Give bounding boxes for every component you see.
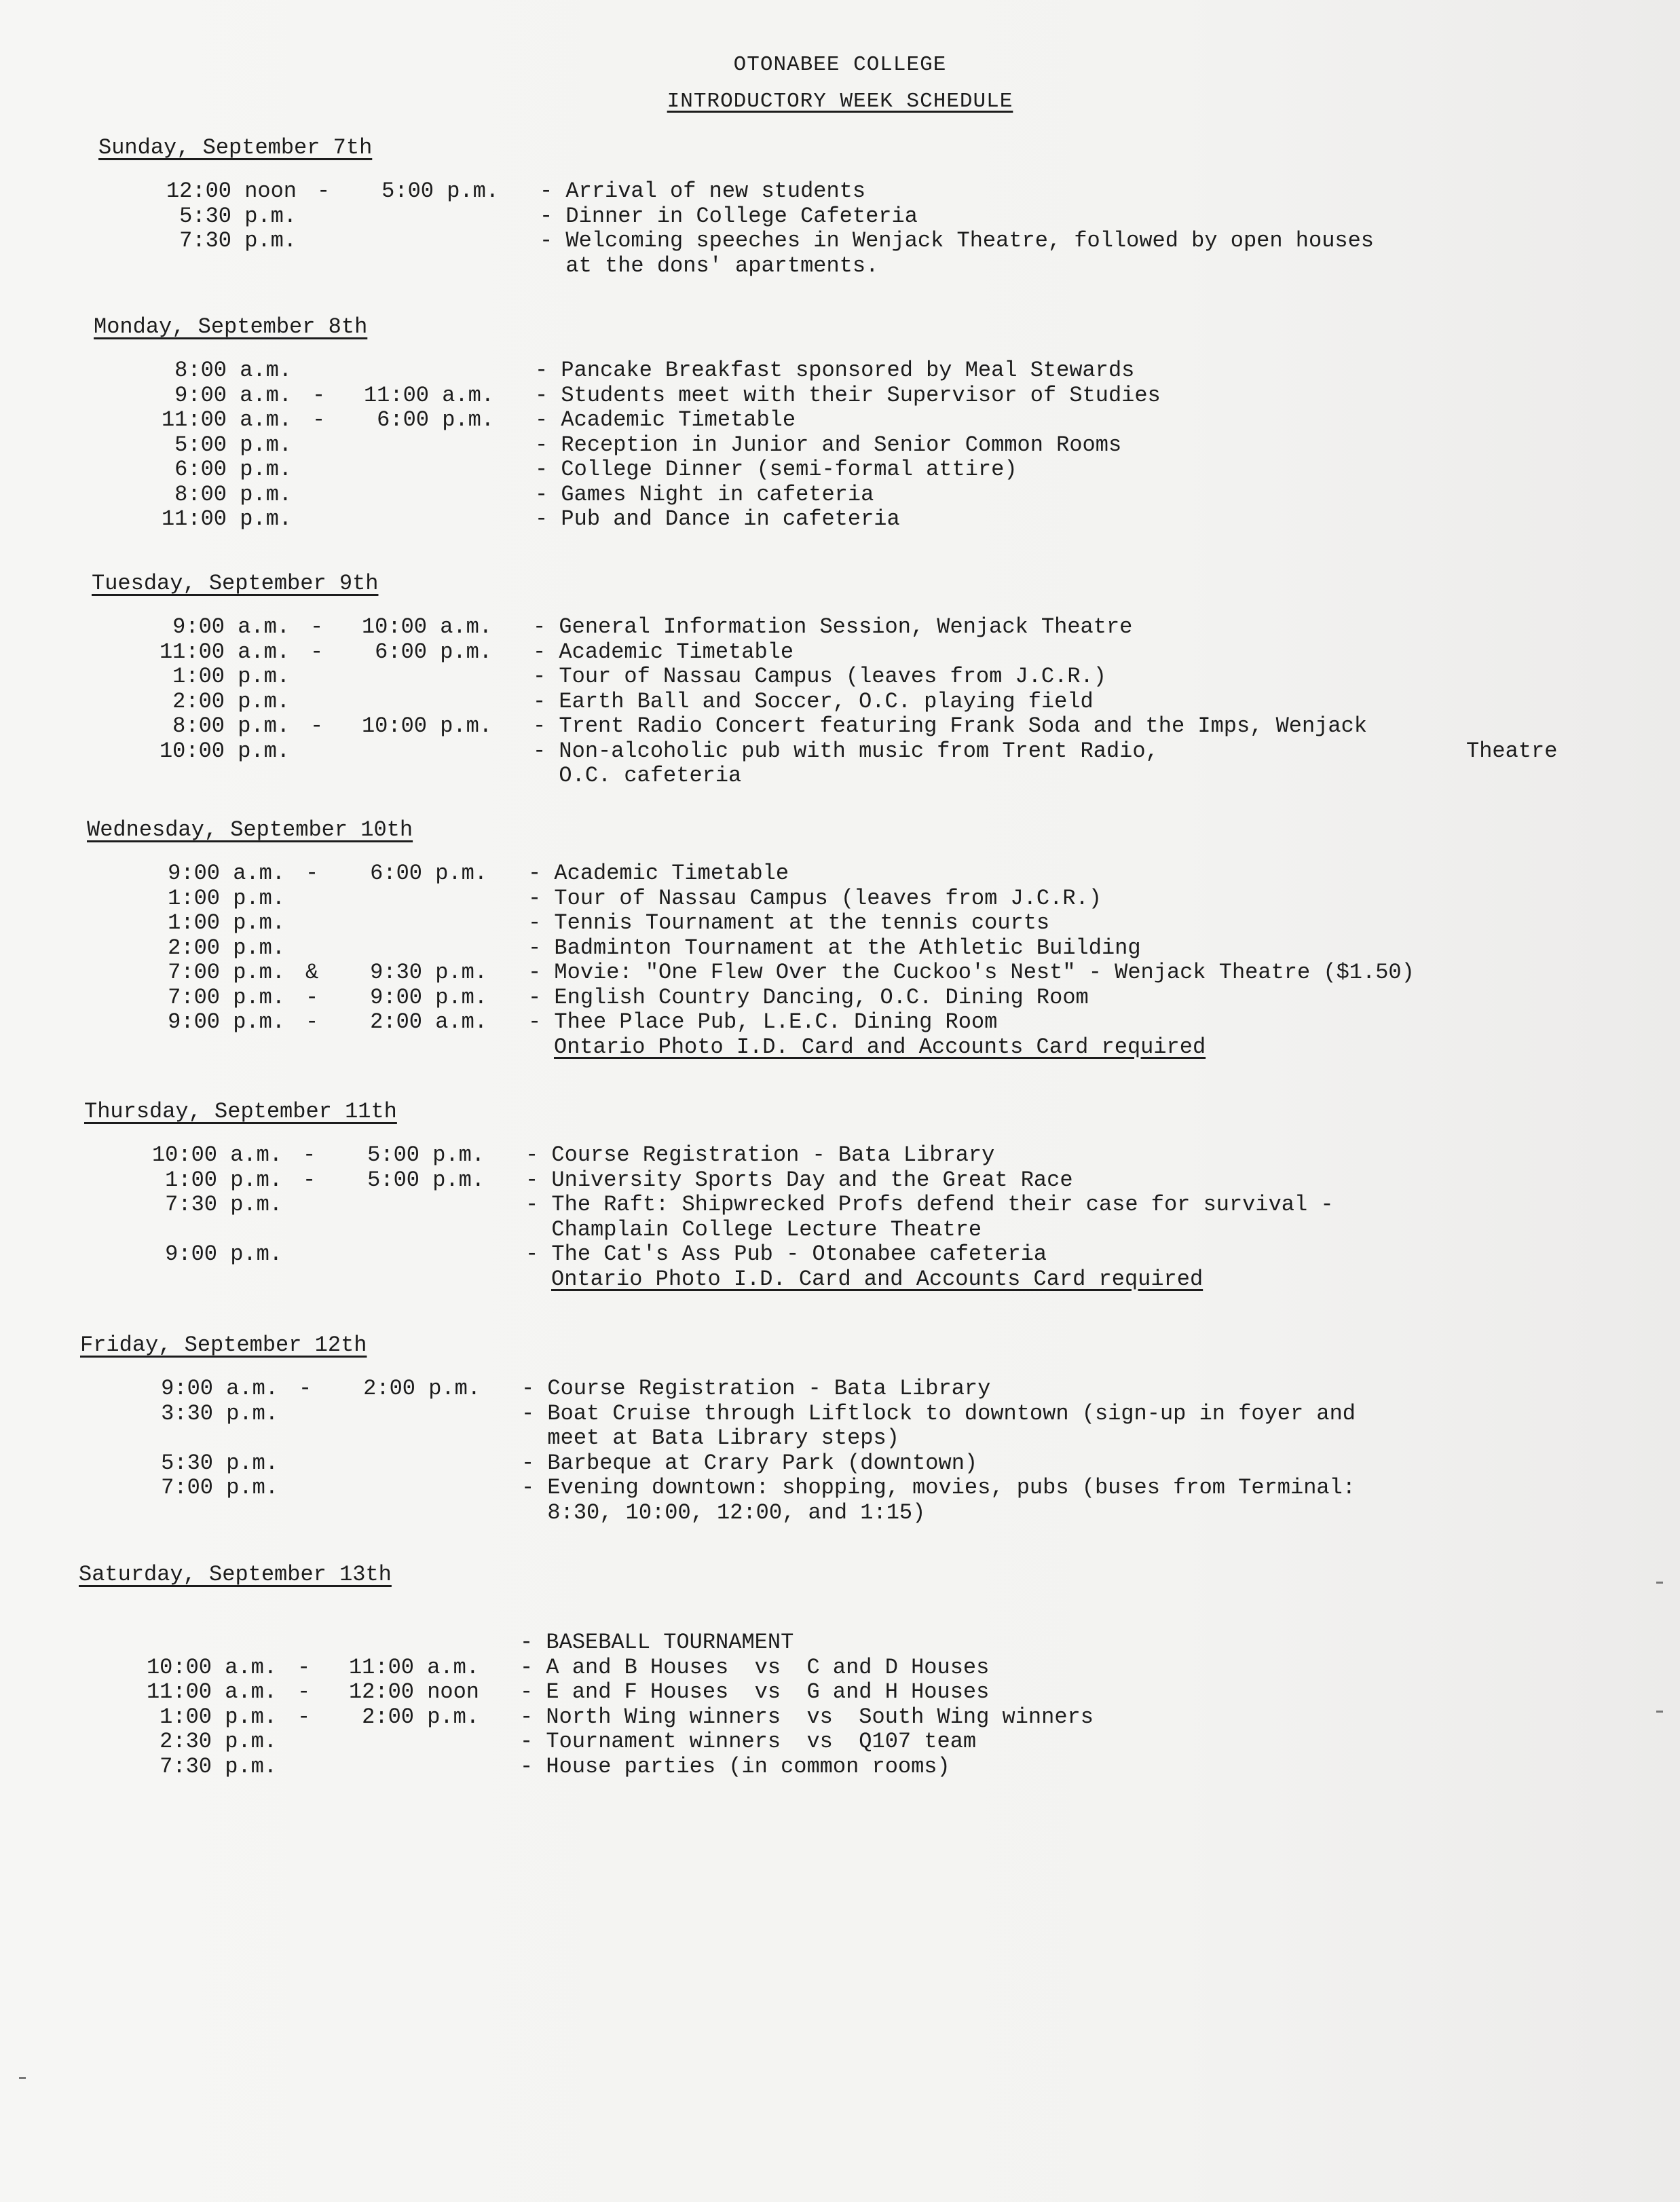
- time-separator: -: [297, 1679, 311, 1704]
- event-description: - Evening downtown: shopping, movies, pubs (buses from Terminal:: [521, 1475, 1356, 1500]
- schedule-entry: [87, 887, 1580, 912]
- schedule-entry: [98, 179, 1592, 204]
- schedule-entry: [87, 936, 1580, 961]
- event-description: - Students meet with their Supervisor of Studies: [535, 382, 1161, 408]
- schedule-entry: [84, 1143, 1578, 1168]
- start-time: 9:00 p.m.: [165, 1242, 282, 1267]
- schedule-entry: [79, 1656, 1572, 1681]
- event-description: - House parties (in common rooms): [520, 1753, 950, 1779]
- event-description: - Games Night in cafeteria: [535, 481, 874, 507]
- end-time: 11:00 a.m.: [348, 1654, 479, 1680]
- event-description: - Tennis Tournament at the tennis courts: [528, 910, 1050, 935]
- event-description: - Thee Place Pub, L.E.C. Dining Room: [528, 1009, 998, 1034]
- schedule-entry: [98, 229, 1592, 278]
- time-separator: -: [297, 1704, 311, 1730]
- event-description: Champlain College Lecture Theatre: [525, 1216, 982, 1242]
- event-aside: Theatre: [1466, 738, 1558, 764]
- time-separator: -: [310, 713, 324, 739]
- event-description: - Course Registration - Bata Library: [521, 1376, 991, 1401]
- schedule-entry: [98, 204, 1592, 229]
- event-description: - English Country Dancing, O.C. Dining Room: [528, 984, 1089, 1010]
- schedule-entry: [92, 739, 1585, 789]
- time-separator: -: [310, 639, 324, 665]
- schedule-entry: [87, 861, 1580, 887]
- start-time: 9:00 a.m.: [174, 382, 292, 408]
- event-description: O.C. cafeteria: [533, 763, 742, 788]
- start-time: 1:00 p.m.: [172, 664, 290, 689]
- day-title: Wednesday, September 10th: [87, 817, 413, 842]
- start-time: 7:00 p.m.: [168, 984, 285, 1010]
- start-time: 11:00 p.m.: [161, 506, 292, 531]
- schedule-entry: [94, 358, 1587, 384]
- time-separator: -: [317, 179, 331, 204]
- start-time: 11:00 a.m.: [161, 407, 292, 432]
- schedule-entry: [80, 1451, 1573, 1476]
- schedule-entry: [79, 1730, 1572, 1755]
- end-time: 2:00 a.m.: [370, 1009, 487, 1034]
- event-description: - Badminton Tournament at the Athletic Building: [528, 935, 1141, 960]
- time-separator: -: [305, 1009, 319, 1034]
- day-title: Sunday, September 7th: [98, 135, 373, 160]
- day-title: Friday, September 12th: [80, 1332, 367, 1358]
- start-time: 3:30 p.m.: [161, 1400, 278, 1426]
- event-description: - The Cat's Ass Pub - Otonabee cafeteria: [525, 1242, 1047, 1267]
- event-description: - The Raft: Shipwrecked Profs defend their case for survival -: [525, 1192, 1334, 1217]
- event-description: - Arrival of new students: [540, 179, 866, 204]
- start-time: 10:00 a.m.: [146, 1654, 277, 1680]
- start-time: 10:00 a.m.: [151, 1142, 282, 1168]
- scan-mark: [1656, 1582, 1663, 1584]
- start-time: 1:00 p.m.: [168, 885, 285, 911]
- time-separator: -: [312, 407, 326, 432]
- day-title: Saturday, September 13th: [79, 1562, 392, 1587]
- day-section: [92, 570, 1585, 789]
- schedule-entry: [87, 911, 1580, 936]
- schedule-entry: [94, 483, 1587, 508]
- schedule-entry: [92, 714, 1585, 739]
- start-time: 7:30 p.m.: [160, 1753, 277, 1779]
- day-section: [94, 314, 1587, 532]
- time-separator: -: [305, 984, 319, 1010]
- event-description: - Academic Timetable: [533, 639, 794, 665]
- event-description: - Pancake Breakfast sponsored by Meal Stewards: [535, 358, 1135, 383]
- time-separator: -: [312, 382, 326, 408]
- event-description: - Barbeque at Crary Park (downtown): [521, 1450, 978, 1476]
- event-description: - Academic Timetable: [528, 861, 789, 886]
- start-time: 7:30 p.m.: [165, 1192, 282, 1217]
- schedule-entry: [84, 1168, 1578, 1193]
- start-time: 11:00 a.m.: [159, 639, 290, 665]
- event-description: - BASEBALL TOURNAMENT: [520, 1630, 794, 1655]
- start-time: 1:00 p.m.: [168, 910, 285, 935]
- event-description: - Boat Cruise through Liftlock to downtown (sign-up in foyer and: [521, 1400, 1356, 1426]
- start-time: 2:00 p.m.: [172, 688, 290, 714]
- event-description: - Tour of Nassau Campus (leaves from J.C.R.): [528, 885, 1102, 911]
- day-title: Thursday, September 11th: [84, 1099, 397, 1124]
- schedule-entry: [92, 665, 1585, 690]
- schedule-entry: [79, 1705, 1572, 1730]
- end-time: 10:00 a.m.: [361, 614, 492, 639]
- event-description: - Academic Timetable: [535, 407, 796, 432]
- end-time: 6:00 p.m.: [375, 639, 492, 665]
- start-time: 2:30 p.m.: [160, 1729, 277, 1754]
- schedule-title: INTRODUCTORY WEEK SCHEDULE: [667, 90, 1013, 113]
- start-time: 7:30 p.m.: [179, 228, 297, 253]
- scan-mark: [1656, 1711, 1663, 1713]
- day-section: [87, 817, 1580, 1060]
- time-separator: -: [305, 861, 319, 886]
- event-requirement-note: Ontario Photo I.D. Card and Accounts Card required: [554, 1034, 1206, 1060]
- event-description: - Course Registration - Bata Library: [525, 1142, 995, 1168]
- schedule-entry: [92, 640, 1585, 665]
- end-time: 9:00 p.m.: [370, 984, 487, 1010]
- start-time: 10:00 p.m.: [159, 738, 290, 764]
- event-description: meet at Bata Library steps): [521, 1425, 899, 1451]
- end-time: 5:00 p.m.: [381, 179, 499, 204]
- event-description: - Trent Radio Concert featuring Frank Soda and the Imps, Wenjack: [533, 713, 1367, 739]
- end-time: 5:00 p.m.: [367, 1167, 485, 1193]
- schedule-entry: [92, 615, 1585, 640]
- event-requirement-note: Ontario Photo I.D. Card and Accounts Card required: [551, 1266, 1203, 1292]
- schedule-entry: [87, 1010, 1580, 1060]
- start-time: 9:00 p.m.: [168, 1009, 285, 1034]
- schedule-entry: [87, 986, 1580, 1011]
- start-time: 12:00 noon: [166, 179, 297, 204]
- event-description: - University Sports Day and the Great Race: [525, 1167, 1073, 1193]
- college-name: OTONABEE COLLEGE: [733, 53, 947, 77]
- start-time: 8:00 p.m.: [172, 713, 290, 739]
- start-time: 1:00 p.m.: [165, 1167, 282, 1193]
- schedule-entry: [94, 433, 1587, 458]
- start-time: 8:00 a.m.: [174, 358, 292, 383]
- start-time: 2:00 p.m.: [168, 935, 285, 960]
- schedule-entry: [80, 1402, 1573, 1451]
- time-separator: -: [310, 614, 324, 639]
- start-time: 1:00 p.m.: [160, 1704, 277, 1730]
- day-section: [84, 1098, 1578, 1292]
- end-time: 6:00 p.m.: [370, 861, 487, 886]
- end-time: 11:00 a.m.: [363, 382, 494, 408]
- start-time: 5:30 p.m.: [161, 1450, 278, 1476]
- event-description: - General Information Session, Wenjack Theatre: [533, 614, 1133, 639]
- event-description: - Non-alcoholic pub with music from Trent Radio,: [533, 738, 1159, 764]
- day-section: [98, 134, 1592, 278]
- event-description: at the dons' apartments.: [540, 253, 879, 278]
- schedule-entry: [79, 1680, 1572, 1705]
- schedule-entry: [94, 507, 1587, 532]
- end-time: 6:00 p.m.: [377, 407, 494, 432]
- end-time: 2:00 p.m.: [362, 1704, 479, 1730]
- start-time: 7:00 p.m.: [168, 960, 285, 985]
- event-description: - Tour of Nassau Campus (leaves from J.C.R.): [533, 664, 1106, 689]
- event-description: - College Dinner (semi-formal attire): [535, 457, 1018, 482]
- schedule-entry: [94, 384, 1587, 409]
- schedule-entry: [84, 1242, 1578, 1292]
- time-separator: -: [299, 1376, 312, 1401]
- event-description: - A and B Houses vs C and D Houses: [520, 1654, 990, 1680]
- end-time: 9:30 p.m.: [370, 960, 487, 985]
- end-time: 10:00 p.m.: [361, 713, 492, 739]
- event-description: - E and F Houses vs G and H Houses: [520, 1679, 990, 1704]
- start-time: 11:00 a.m.: [146, 1679, 277, 1704]
- day-title: Monday, September 8th: [94, 314, 368, 339]
- time-separator: &: [305, 960, 319, 985]
- start-time: 5:00 p.m.: [174, 432, 292, 458]
- schedule-entry: [80, 1377, 1573, 1402]
- start-time: 7:00 p.m.: [161, 1475, 278, 1500]
- day-section: [80, 1332, 1573, 1525]
- event-description: 8:30, 10:00, 12:00, and 1:15): [521, 1499, 926, 1525]
- event-description: - Movie: "One Flew Over the Cuckoo's Nest" - Wenjack Theatre ($1.50): [528, 960, 1415, 985]
- schedule-entry: [80, 1476, 1573, 1525]
- end-time: 5:00 p.m.: [367, 1142, 485, 1168]
- event-description: - Dinner in College Cafeteria: [540, 203, 918, 229]
- event-description: - Tournament winners vs Q107 team: [520, 1729, 977, 1754]
- schedule-entry: [94, 408, 1587, 433]
- end-time: 2:00 p.m.: [363, 1376, 481, 1401]
- schedule-entry: [87, 960, 1580, 986]
- start-time: 5:30 p.m.: [179, 203, 297, 229]
- time-separator: -: [297, 1654, 311, 1680]
- schedule-entry: [84, 1193, 1578, 1242]
- schedule-entry: [94, 458, 1587, 483]
- scan-mark: [19, 2077, 26, 2079]
- start-time: 6:00 p.m.: [174, 457, 292, 482]
- event-description: - Earth Ball and Soccer, O.C. playing field: [533, 688, 1094, 714]
- schedule-entry: [79, 1630, 1572, 1656]
- event-description: - North Wing winners vs South Wing winners: [520, 1704, 1094, 1730]
- end-time: 12:00 noon: [348, 1679, 479, 1704]
- schedule-entry: [79, 1755, 1572, 1780]
- schedule-entry: [92, 690, 1585, 715]
- start-time: 9:00 a.m.: [168, 861, 285, 886]
- start-time: 9:00 a.m.: [172, 614, 290, 639]
- start-time: 8:00 p.m.: [174, 481, 292, 507]
- start-time: 9:00 a.m.: [161, 1376, 278, 1401]
- day-section: [79, 1561, 1572, 1779]
- event-description: - Welcoming speeches in Wenjack Theatre, followed by open houses: [540, 228, 1374, 253]
- time-separator: -: [303, 1142, 316, 1168]
- event-description: - Pub and Dance in cafeteria: [535, 506, 900, 531]
- event-description: - Reception in Junior and Senior Common Rooms: [535, 432, 1122, 458]
- day-title: Tuesday, September 9th: [92, 571, 379, 596]
- time-separator: -: [303, 1167, 316, 1193]
